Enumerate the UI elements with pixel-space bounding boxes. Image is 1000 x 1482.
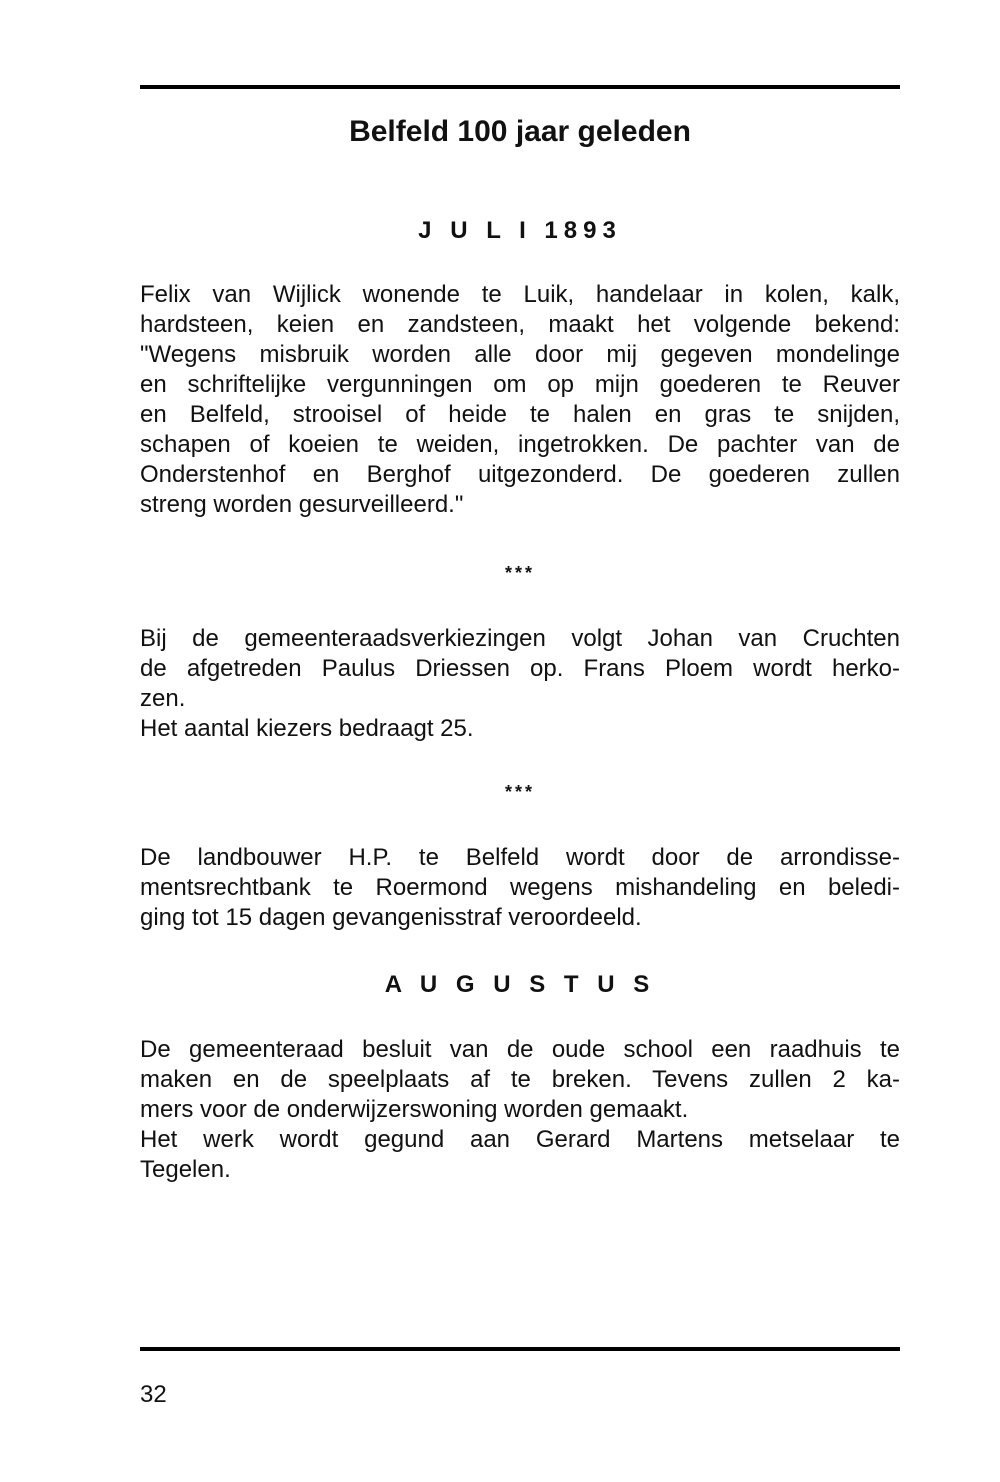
text-line: Felix van Wijlick wonende te Luik, handelaar in kolen, kalk, [140, 281, 900, 308]
text-line: maken en de speelplaats af te breken. Tevens zullen 2 ka- [140, 1066, 900, 1093]
section-separator: *** [504, 563, 535, 583]
text-line: streng worden gesurveilleerd." [140, 491, 464, 518]
text-line: De landbouwer H.P. te Belfeld wordt door de arrondisse- [140, 844, 900, 871]
text-line: Tegelen. [140, 1156, 231, 1183]
text-line: ging tot 15 dagen gevangenisstraf veroordeeld. [140, 904, 642, 931]
page-number: 32 [140, 1381, 167, 1408]
text-line: Het aantal kiezers bedraagt 25. [140, 715, 474, 742]
top-rule [140, 85, 900, 89]
text-line: schapen of koeien te weiden, ingetrokken. De pachter van de [140, 431, 900, 458]
text-line: en schriftelijke vergunningen om op mijn goederen te Reuver [140, 371, 900, 398]
page-title: Belfeld 100 jaar geleden [349, 115, 691, 148]
paragraph-raadhuis [140, 1035, 900, 1185]
text-line: de afgetreden Paulus Driessen op. Frans Ploem wordt herko- [140, 655, 900, 682]
text-line: "Wegens misbruik worden alle door mij gegeven mondelinge [140, 341, 900, 368]
section-heading-juli: J U L I 1893 [418, 217, 622, 244]
text-line: Het werk wordt gegund aan Gerard Martens metselaar te [140, 1126, 900, 1153]
text-line: zen. [140, 685, 186, 712]
text-line: mers voor de onderwijzerswoning worden gemaakt. [140, 1096, 689, 1123]
section-separator: *** [504, 782, 535, 802]
bottom-rule [140, 1347, 900, 1351]
paragraph-landbouwer [140, 843, 900, 933]
section-heading-augustus: A U G U S T U S [384, 971, 656, 998]
text-line: en Belfeld, strooisel of heide te halen en gras te snijden, [140, 401, 900, 428]
text-line: hardsteen, keien en zandsteen, maakt het volgende bekend: [140, 311, 900, 338]
text-line: mentsrechtbank te Roermond wegens mishandeling en beledi- [140, 874, 900, 901]
text-line: De gemeenteraad besluit van de oude school een raadhuis te [140, 1036, 900, 1063]
paragraph-gemeenteraadsverkiezingen [140, 624, 900, 744]
text-line: Bij de gemeenteraadsverkiezingen volgt Johan van Cruchten [140, 625, 900, 652]
text-line: Onderstenhof en Berghof uitgezonderd. De goederen zullen [140, 461, 900, 488]
paragraph-felix-van-wijlick [140, 280, 900, 520]
